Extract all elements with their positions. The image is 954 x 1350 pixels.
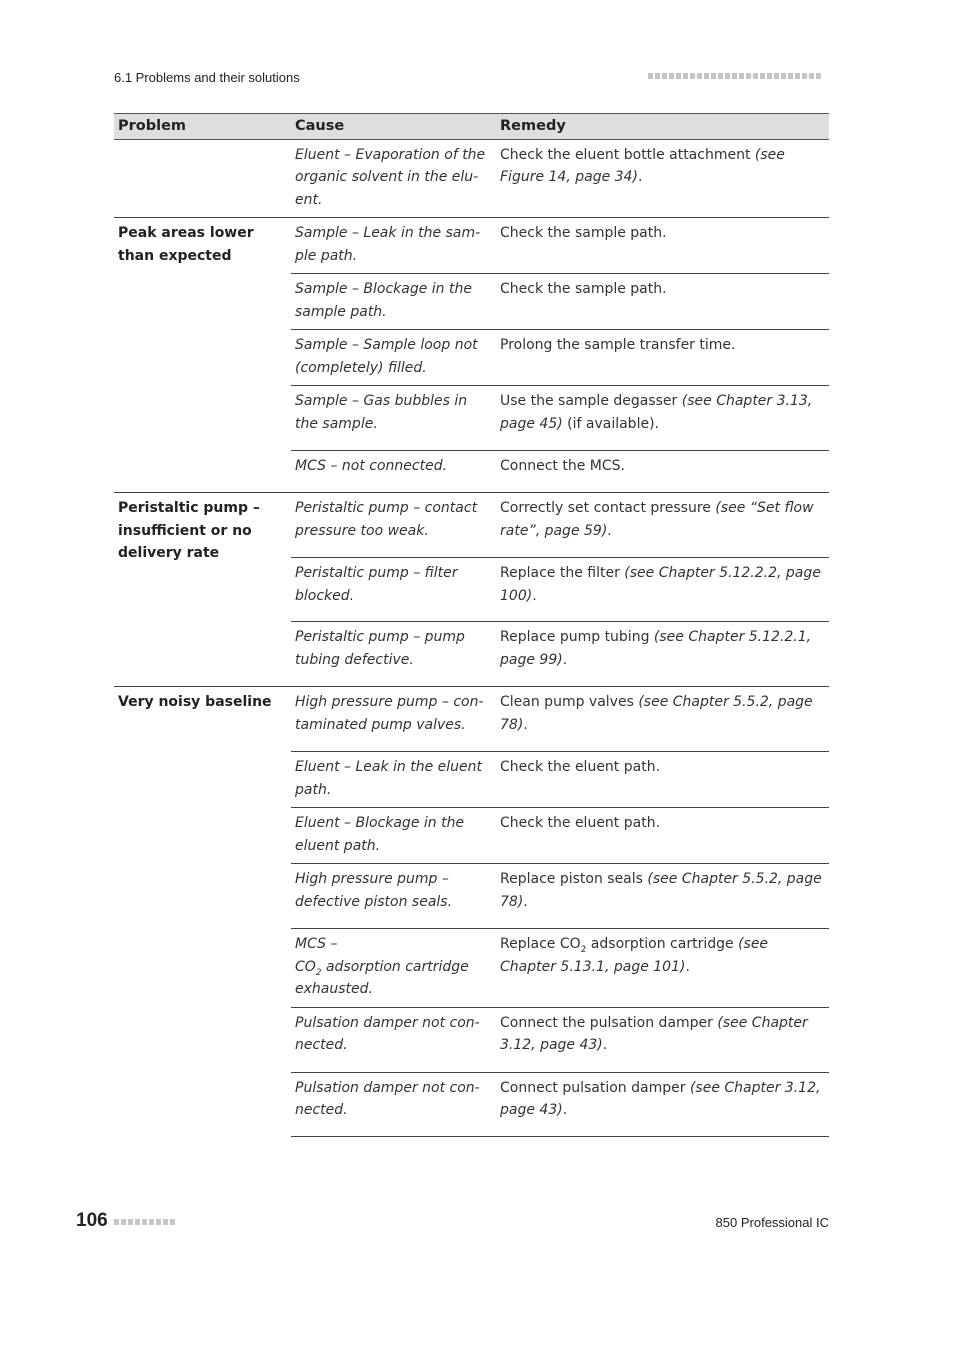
cross-reference: (see Chapter 5.13.1, page 101) (500, 936, 769, 975)
cross-reference: (see Figure 14, page 34) (500, 146, 785, 185)
remedy-text: Replace CO (500, 936, 581, 952)
remedy-text: adsorption cartridge (586, 936, 734, 952)
cause-cell: Pulsation damper not con- nected. (291, 1072, 496, 1136)
footer-product-name: 850 Professional IC (715, 1215, 829, 1230)
remedy-cell (496, 139, 829, 218)
remedy-cell: Prolong the sample transfer time. (496, 330, 829, 386)
column-header-cause: Cause (291, 114, 496, 140)
table-row (114, 139, 829, 218)
cause-cell: High pressure pump – defective piston seals. (291, 864, 496, 929)
troubleshooting-table (114, 113, 829, 1137)
cause-text: adsorption cartridge exhausted. (295, 958, 469, 997)
footer-decoration-dots (114, 1219, 175, 1225)
subscript: 2 (580, 944, 587, 955)
cause-cell: Sample – Sample loop not (completely) filled. (291, 330, 496, 386)
column-header-problem: Problem (114, 114, 291, 140)
cross-reference: (see Chapter 5.12.2.1, page 99) (500, 629, 812, 668)
remedy-tail: . (602, 1037, 608, 1053)
remedy-tail: . (523, 716, 528, 733)
problem-cell: Peristaltic pump – insufficient or no delivery rate (114, 493, 291, 687)
cause-cell: Eluent – Evaporation of the organic solvent in the elu- ent. (291, 139, 496, 218)
remedy-text: Clean pump valves (500, 694, 634, 710)
subscript: 2 (315, 967, 322, 978)
cause-cell: MCS – not connected. (291, 451, 496, 493)
remedy-text: Replace pump tubing (500, 629, 650, 645)
cause-cell (291, 929, 496, 1008)
cause-cell: Eluent – Blockage in the eluent path. (291, 808, 496, 864)
remedy-tail: . (562, 1102, 568, 1118)
problem-cell (114, 139, 291, 218)
cross-reference: (see Chapter 3.12, page 43) (500, 1079, 821, 1118)
remedy-text: Connect pulsation damper (500, 1079, 686, 1096)
problem-cell: Peak areas lower than expected (114, 218, 291, 493)
page-number: 106 (76, 1210, 108, 1231)
remedy-cell (496, 1072, 829, 1136)
cause-cell: Sample – Leak in the sam- ple path. (291, 218, 496, 274)
remedy-cell: Check the sample path. (496, 218, 829, 274)
remedy-tail: (if available). (562, 415, 659, 432)
cause-cell: Sample – Blockage in the sample path. (291, 274, 496, 330)
cause-cell: Peristaltic pump – filter blocked. (291, 558, 496, 622)
remedy-cell (496, 622, 829, 687)
remedy-cell (496, 558, 829, 622)
column-header-remedy: Remedy (496, 114, 829, 140)
remedy-cell (496, 687, 829, 752)
remedy-cell (496, 1007, 829, 1072)
remedy-cell (496, 929, 829, 1008)
table-row (114, 218, 829, 274)
remedy-cell (496, 386, 829, 451)
remedy-text: Check the eluent bottle attachment (500, 146, 751, 163)
remedy-cell (496, 493, 829, 558)
cause-cell: Peristaltic pump – pump tubing defective. (291, 622, 496, 687)
cause-cell: High pressure pump – con- taminated pump valves. (291, 687, 496, 752)
remedy-tail: . (562, 651, 568, 668)
remedy-tail: . (685, 958, 690, 975)
remedy-cell: Connect the MCS. (496, 451, 829, 493)
remedy-cell: Check the eluent path. (496, 752, 829, 808)
remedy-tail: . (523, 893, 528, 910)
cross-reference: (see Chapter 5.12.2.2, page 100) (500, 565, 821, 604)
table-row (114, 493, 829, 558)
remedy-text: Replace the filter (500, 565, 620, 581)
cross-reference: (see Chapter 3.12, page 43) (500, 1014, 808, 1053)
problem-cell: Very noisy baseline (118, 694, 272, 710)
remedy-cell (496, 864, 829, 929)
cross-reference: (see “Set flow rate”, page 59) (500, 500, 814, 539)
cause-cell: Eluent – Leak in the eluent path. (291, 752, 496, 808)
remedy-text: Correctly set contact pressure (500, 500, 711, 516)
cause-text: MCS – (295, 936, 338, 952)
remedy-tail: . (637, 169, 643, 185)
cause-cell: Pulsation damper not con- nected. (291, 1007, 496, 1072)
remedy-cell: Check the sample path. (496, 274, 829, 330)
table-header-row (114, 114, 829, 140)
remedy-text: Connect the pulsation damper (500, 1014, 713, 1031)
table-row (114, 687, 829, 752)
cause-cell: Peristaltic pump – contact pressure too weak. (291, 493, 496, 558)
remedy-text: Use the sample degasser (500, 393, 678, 409)
header-decoration-dots (648, 73, 821, 79)
remedy-tail: . (607, 522, 612, 539)
remedy-tail: . (532, 587, 537, 604)
cross-reference: (see Chapter 5.5.2, page 78) (500, 694, 813, 733)
cause-cell: Sample – Gas bubbles in the sample. (291, 386, 496, 451)
running-header-section: 6.1 Problems and their solutions (114, 70, 300, 85)
cross-reference: (see Chapter 5.5.2, page 78) (500, 871, 822, 910)
remedy-cell: Check the eluent path. (496, 808, 829, 864)
cross-reference: (see Chapter 3.13, page 45) (500, 393, 813, 432)
cause-text: CO (295, 958, 316, 975)
remedy-text: Replace piston seals (500, 871, 643, 887)
